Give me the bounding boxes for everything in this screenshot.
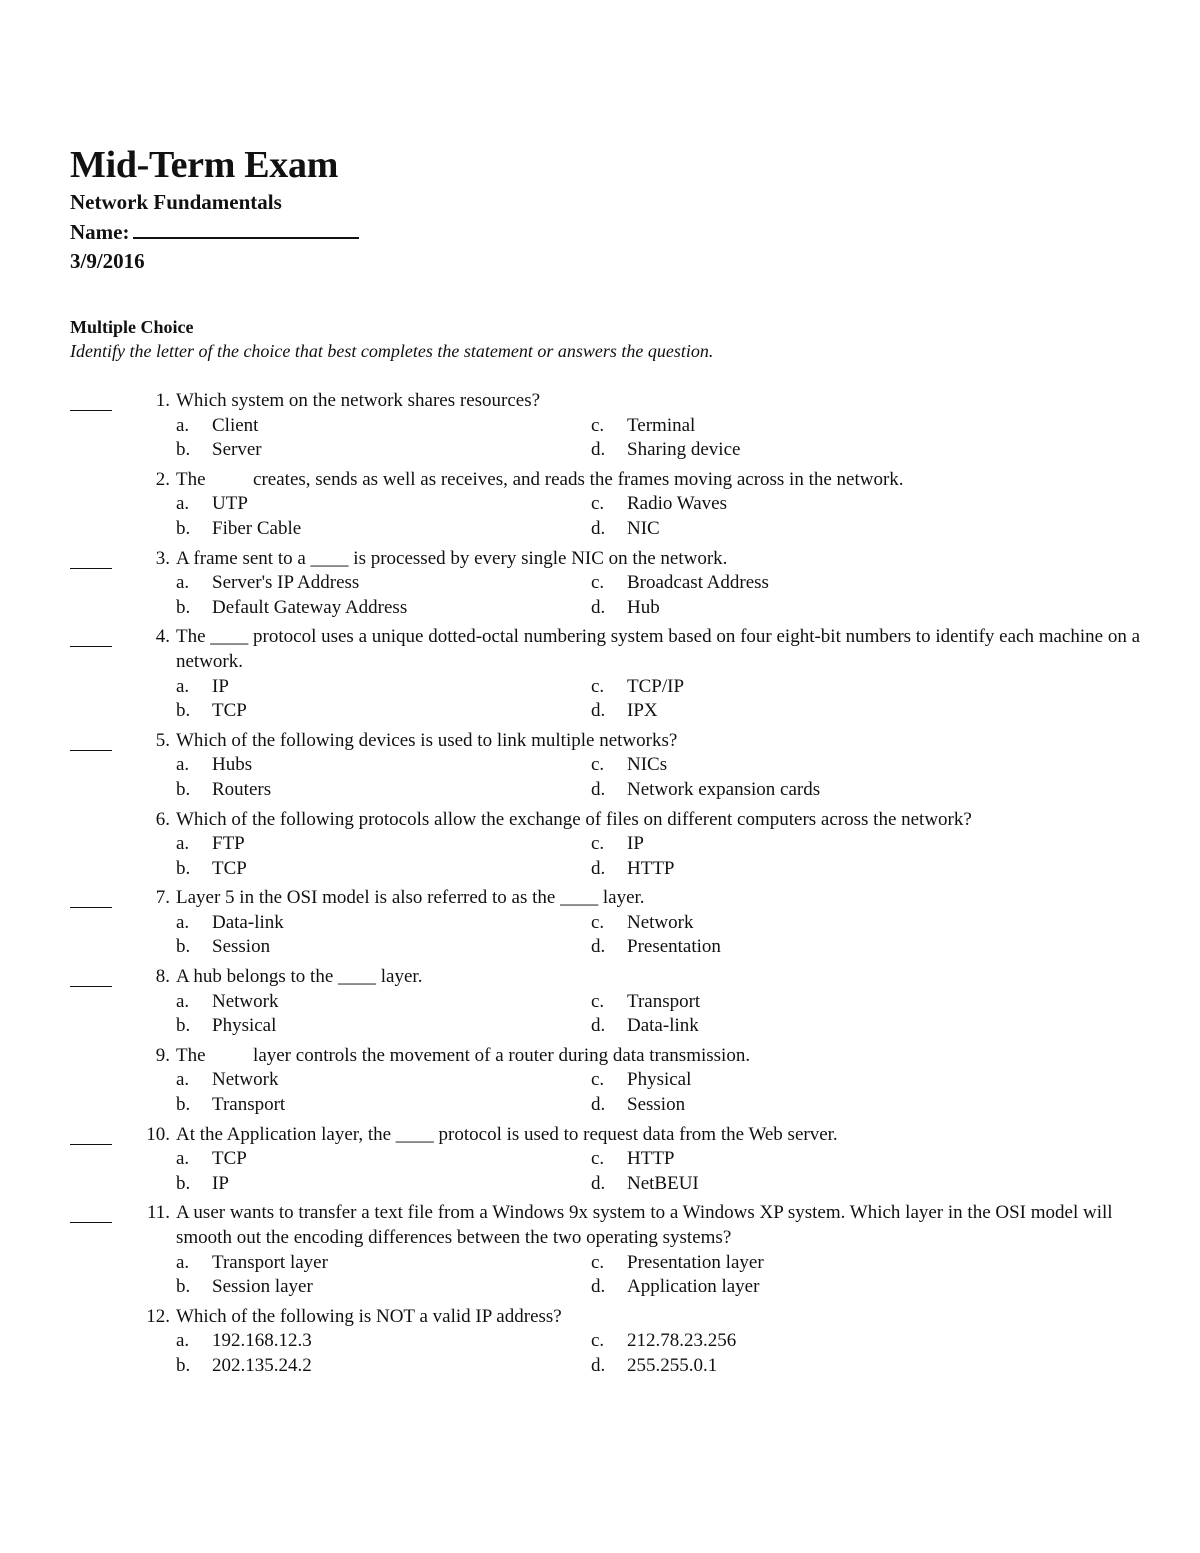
choice-text: Session layer: [212, 1276, 313, 1298]
choice-text: Client: [212, 414, 259, 436]
choice-list: [70, 753, 1150, 802]
choice-letter: d.: [591, 778, 606, 800]
answer-choice: [176, 1014, 591, 1039]
question-text: A frame sent to a ____ is processed by every single NIC on the network.: [176, 547, 728, 569]
answer-choice: [176, 1275, 591, 1300]
choice-text: Presentation layer: [627, 1251, 764, 1273]
answer-choice: [176, 857, 591, 882]
question-number: 7.: [155, 887, 170, 909]
exam-title: Mid-Term Exam: [70, 144, 339, 186]
answer-choice: [176, 1093, 591, 1118]
choice-text: Hub: [627, 596, 660, 618]
question-item: [70, 729, 1150, 803]
answer-choice: [591, 596, 1006, 621]
choice-letter: b.: [176, 778, 191, 800]
choice-text: Sharing device: [627, 439, 741, 461]
question-text: A hub belongs to the ____ layer.: [176, 966, 423, 988]
answer-choice: [591, 778, 1006, 803]
answer-choice: [176, 935, 591, 960]
answer-choice: [591, 990, 1006, 1015]
choice-list: [70, 832, 1150, 881]
choice-letter: d.: [591, 1094, 606, 1116]
choice-text: TCP: [212, 700, 247, 722]
section-header: [70, 315, 713, 363]
choice-text: Transport: [212, 1094, 286, 1116]
question-text: A user wants to transfer a text file from a Windows 9x system to a Windows XP system. Which layer in the OSI model will smooth out the encoding differences between the two operating systems?: [176, 1202, 1118, 1248]
choice-text: TCP: [212, 857, 247, 879]
answer-choice: [591, 1329, 1006, 1354]
question-number: 6.: [155, 808, 170, 830]
choice-text: Server: [212, 439, 262, 461]
question-text: The layer controls the movement of a router during data transmission.: [176, 1044, 751, 1066]
question-item: [70, 1044, 1150, 1118]
answer-choice: [176, 778, 591, 803]
choice-letter: b.: [176, 1015, 191, 1037]
choice-text: Presentation: [627, 936, 721, 958]
section-instructions: Identify the letter of the choice that best completes the statement or answers the question.: [70, 341, 714, 361]
answer-choice: [176, 1329, 591, 1354]
choice-letter: a.: [176, 1069, 190, 1091]
question-stem: [70, 625, 1150, 674]
choice-letter: d.: [591, 1354, 606, 1376]
answer-choice: [591, 857, 1006, 882]
choice-text: UTP: [212, 493, 248, 515]
choice-letter: a.: [176, 493, 190, 515]
choice-list: [70, 990, 1150, 1039]
answer-choice: [591, 935, 1006, 960]
answer-choice: [591, 675, 1006, 700]
answer-choice: [591, 699, 1006, 724]
choice-text: Application layer: [627, 1276, 760, 1298]
choice-letter: c.: [591, 493, 605, 515]
choice-letter: c.: [591, 911, 605, 933]
answer-choice: [591, 1354, 1006, 1379]
choice-text: Server's IP Address: [212, 572, 360, 594]
question-text: Which of the following devices is used to link multiple networks?: [176, 729, 678, 751]
choice-text: Hubs: [212, 754, 253, 776]
choice-text: HTTP: [627, 1148, 675, 1170]
choice-text: Radio Waves: [627, 493, 727, 515]
choice-letter: d.: [591, 936, 606, 958]
answer-choice: [591, 911, 1006, 936]
question-text: The creates, sends as well as receives, and reads the frames moving across in the network.: [176, 468, 904, 490]
choice-letter: b.: [176, 596, 191, 618]
choice-letter: a.: [176, 1330, 190, 1352]
question-text: Which of the following protocols allow the exchange of files on different computers across the network?: [176, 808, 972, 830]
question-number: 1.: [155, 390, 170, 411]
choice-text: TCP/IP: [627, 675, 685, 697]
choice-letter: d.: [591, 517, 606, 539]
question-item: [70, 965, 1150, 1039]
question-item: [70, 468, 1150, 542]
choice-letter: b.: [176, 517, 191, 539]
choice-letter: b.: [176, 1354, 191, 1376]
choice-list: [70, 1068, 1150, 1117]
answer-choice: [176, 1147, 591, 1172]
question-stem: [70, 547, 1150, 572]
question-number: 8.: [155, 966, 170, 988]
answer-blank[interactable]: [70, 646, 112, 647]
answer-choice: [176, 571, 591, 596]
answer-choice: [176, 832, 591, 857]
choice-letter: c.: [591, 675, 605, 697]
choice-letter: a.: [176, 1251, 190, 1273]
choice-letter: b.: [176, 936, 191, 958]
choice-letter: d.: [591, 1015, 606, 1037]
answer-choice: [176, 1251, 591, 1276]
name-blank-line: [133, 217, 359, 239]
answer-choice: [176, 438, 591, 463]
question-stem: [70, 1123, 1150, 1148]
choice-letter: d.: [591, 1172, 606, 1194]
answer-blank[interactable]: [70, 1144, 112, 1145]
exam-header: [70, 142, 359, 276]
choice-text: 192.168.12.3: [212, 1330, 312, 1352]
answer-blank[interactable]: [70, 986, 112, 987]
choice-letter: d.: [591, 596, 606, 618]
choice-letter: b.: [176, 857, 191, 879]
question-item: [70, 389, 1150, 463]
choice-letter: c.: [591, 572, 605, 594]
answer-choice: [176, 1172, 591, 1197]
question-text: Which system on the network shares resources?: [176, 390, 541, 411]
question-item: [70, 625, 1150, 723]
choice-list: [70, 492, 1150, 541]
question-stem: [70, 1201, 1150, 1250]
answer-choice: [591, 1172, 1006, 1197]
choice-letter: d.: [591, 700, 606, 722]
choice-text: TCP: [212, 1148, 247, 1170]
answer-choice: [591, 414, 1006, 439]
question-stem: [70, 729, 1150, 754]
choice-list: [70, 1147, 1150, 1196]
answer-blank[interactable]: [70, 1222, 112, 1223]
section-title: Multiple Choice: [70, 317, 194, 337]
answer-choice: [591, 1014, 1006, 1039]
choice-text: IP: [627, 833, 644, 855]
question-stem: [70, 886, 1150, 911]
answer-choice: [591, 1093, 1006, 1118]
choice-letter: a.: [176, 754, 190, 776]
question-text: Which of the following is NOT a valid IP address?: [176, 1305, 562, 1327]
answer-choice: [591, 517, 1006, 542]
question-item: [70, 1123, 1150, 1197]
choice-letter: b.: [176, 1172, 191, 1194]
answer-choice: [176, 517, 591, 542]
answer-choice: [176, 596, 591, 621]
choice-text: 255.255.0.1: [627, 1354, 718, 1376]
choice-letter: c.: [591, 1330, 605, 1352]
choice-list: [70, 571, 1150, 620]
question-stem: [70, 1305, 1150, 1330]
choice-letter: d.: [591, 857, 606, 879]
question-number: 4.: [155, 626, 170, 648]
choice-letter: b.: [176, 1094, 191, 1116]
answer-choice: [176, 753, 591, 778]
choice-letter: c.: [591, 990, 605, 1012]
choice-text: Data-link: [212, 911, 284, 933]
choice-text: 212.78.23.256: [627, 1330, 737, 1352]
name-label: Name:: [70, 220, 130, 244]
answer-choice: [591, 1068, 1006, 1093]
choice-text: HTTP: [627, 857, 675, 879]
question-number: 5.: [155, 729, 170, 751]
answer-choice: [176, 911, 591, 936]
choice-text: IP: [212, 1172, 229, 1194]
question-item: [70, 1305, 1150, 1379]
choice-letter: a.: [176, 572, 190, 594]
choice-text: Network expansion cards: [627, 778, 821, 800]
choice-list: [70, 414, 1150, 463]
choice-text: Fiber Cable: [212, 517, 302, 539]
choice-letter: a.: [176, 675, 190, 697]
choice-text: NIC: [627, 517, 660, 539]
question-item: [70, 886, 1150, 960]
choice-text: IPX: [627, 700, 658, 722]
choice-text: Terminal: [627, 414, 696, 436]
choice-letter: b.: [176, 1276, 191, 1298]
choice-letter: c.: [591, 414, 605, 436]
name-row: [70, 217, 359, 247]
answer-choice: [591, 1275, 1006, 1300]
question-list: [70, 389, 1150, 1384]
question-item: [70, 808, 1150, 882]
answer-blank[interactable]: [70, 907, 112, 908]
choice-text: Network: [212, 1069, 279, 1091]
question-number: 12.: [146, 1305, 170, 1327]
choice-text: Default Gateway Address: [212, 596, 408, 618]
answer-choice: [176, 699, 591, 724]
choice-letter: c.: [591, 1148, 605, 1170]
question-number: 10.: [146, 1123, 170, 1145]
choice-text: Session: [627, 1094, 686, 1116]
answer-choice: [176, 990, 591, 1015]
choice-letter: a.: [176, 990, 190, 1012]
question-text: Layer 5 in the OSI model is also referred to as the ____ layer.: [176, 887, 645, 909]
choice-list: [70, 1251, 1150, 1300]
question-stem: [70, 468, 1150, 493]
answer-choice: [176, 675, 591, 700]
choice-list: [70, 1329, 1150, 1378]
choice-text: IP: [212, 675, 229, 697]
choice-text: Session: [212, 936, 271, 958]
choice-letter: c.: [591, 1251, 605, 1273]
choice-letter: d.: [591, 439, 606, 461]
choice-text: NetBEUI: [627, 1172, 699, 1194]
choice-text: Routers: [212, 778, 272, 800]
choice-letter: a.: [176, 911, 190, 933]
choice-text: FTP: [212, 833, 245, 855]
choice-list: [70, 911, 1150, 960]
answer-choice: [591, 1251, 1006, 1276]
choice-text: Network: [627, 911, 694, 933]
choice-letter: b.: [176, 700, 191, 722]
answer-choice: [591, 1147, 1006, 1172]
choice-letter: d.: [591, 1276, 606, 1298]
answer-blank[interactable]: [70, 750, 112, 751]
choice-letter: b.: [176, 439, 191, 461]
answer-choice: [591, 832, 1006, 857]
answer-choice: [591, 753, 1006, 778]
choice-text: Data-link: [627, 1015, 699, 1037]
choice-letter: c.: [591, 833, 605, 855]
choice-text: Physical: [212, 1015, 277, 1037]
choice-text: NICs: [627, 754, 668, 776]
question-number: 9.: [155, 1044, 170, 1066]
answer-choice: [591, 438, 1006, 463]
answer-choice: [176, 414, 591, 439]
question-stem: [70, 965, 1150, 990]
choice-letter: a.: [176, 833, 190, 855]
answer-choice: [176, 492, 591, 517]
question-item: [70, 547, 1150, 621]
exam-date: 3/9/2016: [70, 249, 145, 273]
answer-choice: [591, 571, 1006, 596]
answer-blank[interactable]: [70, 410, 112, 411]
choice-text: 202.135.24.2: [212, 1354, 312, 1376]
answer-choice: [176, 1354, 591, 1379]
choice-list: [70, 675, 1150, 724]
choice-text: Network: [212, 990, 279, 1012]
question-stem: [70, 389, 1150, 414]
answer-choice: [591, 492, 1006, 517]
question-number: 3.: [155, 547, 170, 569]
answer-choice: [176, 1068, 591, 1093]
choice-letter: c.: [591, 754, 605, 776]
course-name: Network Fundamentals: [70, 190, 282, 214]
choice-text: Physical: [627, 1069, 692, 1091]
choice-letter: c.: [591, 1069, 605, 1091]
question-stem: [70, 1044, 1150, 1069]
question-number: 11.: [146, 1202, 170, 1224]
question-stem: [70, 808, 1150, 833]
question-text: The ____ protocol uses a unique dotted-octal numbering system based on four eight-bit numbers to identify each machine on a network.: [176, 626, 1145, 672]
question-item: [70, 1201, 1150, 1299]
question-text: At the Application layer, the ____ protocol is used to request data from the Web server.: [176, 1123, 838, 1145]
choice-letter: a.: [176, 414, 190, 436]
choice-text: Broadcast Address: [627, 572, 769, 594]
choice-text: Transport: [627, 990, 701, 1012]
choice-letter: a.: [176, 1148, 190, 1170]
question-number: 2.: [155, 468, 170, 490]
answer-blank[interactable]: [70, 568, 112, 569]
choice-text: Transport layer: [212, 1251, 328, 1273]
